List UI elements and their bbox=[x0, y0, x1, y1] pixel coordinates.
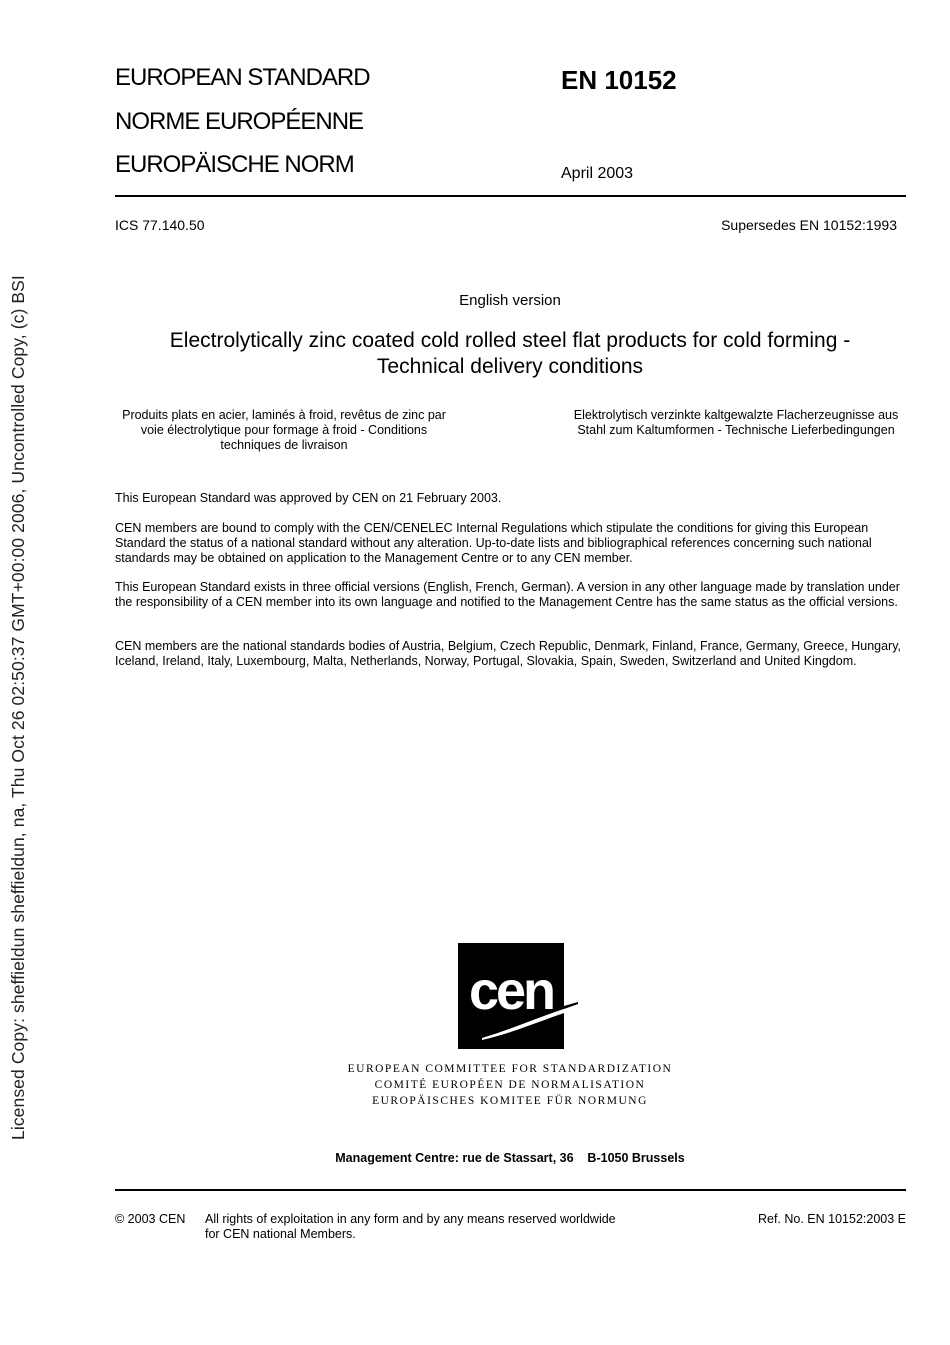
committee-name-de: EUROPÄISCHES KOMITEE FÜR NORMUNG bbox=[372, 1095, 648, 1107]
cen-logo bbox=[458, 943, 564, 1049]
version-label: English version bbox=[459, 292, 561, 309]
ics-code: ICS 77.140.50 bbox=[115, 217, 205, 233]
copyright-notice: © 2003 CEN bbox=[115, 1212, 186, 1226]
heading-norme-europeenne: NORME EUROPÉENNE bbox=[115, 108, 364, 135]
versions-paragraph: This European Standard exists in three official versions (English, French, German). A version in any other language made by translation under the responsibility of a CEN member into its own language and notified to the Management Centre has the same status as the official versions. bbox=[115, 580, 900, 609]
approval-paragraph: This European Standard was approved by CEN on 21 February 2003. bbox=[115, 491, 502, 505]
title-french: Produits plats en acier, laminés à froid, revêtus de zinc par voie électrolytique pour formage à froid - Conditions techniques de livraison bbox=[122, 408, 446, 452]
top-divider bbox=[115, 195, 906, 197]
document-title: Electrolytically zinc coated cold rolled steel flat products for cold forming - Technical delivery conditions bbox=[169, 329, 851, 378]
committee-name-fr: COMITÉ EUROPÉEN DE NORMALISATION bbox=[374, 1079, 646, 1091]
management-centre-address: Management Centre: rue de Stassart, 36 B-1050 Brussels bbox=[335, 1151, 685, 1165]
standard-number: EN 10152 bbox=[561, 65, 677, 95]
members-paragraph: CEN members are the national standards bodies of Austria, Belgium, Czech Republic, Denmark, Finland, France, Germany, Greece, Hungary, Iceland, Ireland, Italy, Luxembourg, Malta, Netherlands, Norway, Portugal, Slovakia, Spain, Sweden, Switzerland and United Kingdom. bbox=[115, 639, 902, 668]
rights-notice: All rights of exploitation in any form and by any means reserved worldwide for CEN national Members. bbox=[205, 1212, 616, 1241]
cen-logo-text: cen bbox=[468, 961, 554, 1021]
heading-europaische-norm: EUROPÄISCHE NORM bbox=[115, 151, 354, 178]
regulations-paragraph: CEN members are bound to comply with the CEN/CENELEC Internal Regulations which stipulate the conditions for giving this European Standard the status of a national standard without any alteration. Up-to-date lists and bibliographical references concerning such national standards may be obtained on application to the Management Centre or to any CEN member. bbox=[115, 521, 872, 565]
supersedes-note: Supersedes EN 10152:1993 bbox=[721, 217, 897, 233]
title-german: Elektrolytisch verzinkte kaltgewalzte Flacherzeugnisse aus Stahl zum Kaltumformen - Technische Lieferbedingungen bbox=[573, 408, 899, 437]
heading-european-standard: EUROPEAN STANDARD bbox=[115, 64, 370, 91]
logo-swoosh-extension bbox=[564, 1000, 578, 1012]
side-watermark: Licensed Copy: sheffieldun sheffieldun, na, Thu Oct 26 02:50:37 GMT+00:00 2006, Uncontrolled Copy, (c) BSI bbox=[8, 275, 28, 1140]
committee-name-en: EUROPEAN COMMITTEE FOR STANDARDIZATION bbox=[347, 1063, 673, 1075]
publication-date: April 2003 bbox=[561, 165, 634, 182]
reference-number: Ref. No. EN 10152:2003 E bbox=[757, 1212, 906, 1226]
bottom-divider bbox=[115, 1189, 906, 1191]
